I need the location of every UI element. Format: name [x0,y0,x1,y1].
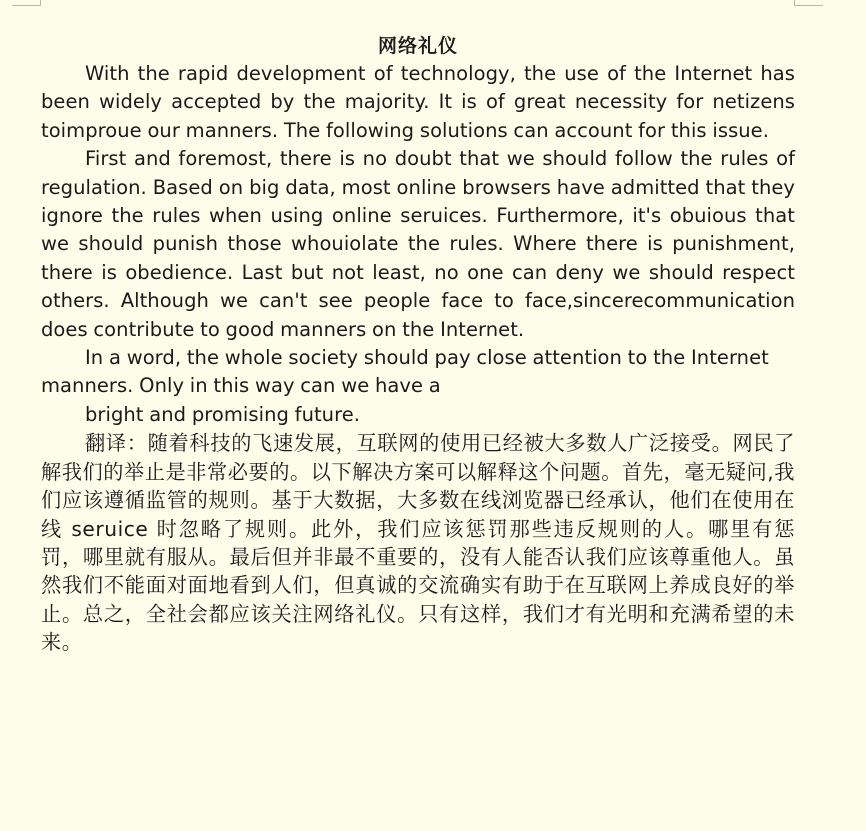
page-corner-mark-left [12,0,41,6]
page-corner-mark-right [794,0,823,6]
paragraph-body: First and foremost, there is no doubt that we should follow the rules of regulation. Based on big data, most online browsers have admitted that they ignore the rules when using online seruices. Furthermore, it's obuious that we should punish those whouiolate the rules. Where there is punishment, there is obedience. Last but not least, no one can deny we should respect others. Although we can't see people face to face,sincerecommunication does contribute to good manners on the Internet. [41,147,795,341]
paragraph-conclusion-end: bright and promising future. [85,402,361,426]
paragraph-translation: 翻译：随着科技的飞速发展，互联网的使用已经被大多数人广泛接受。网民了解我们的举止是非常必要的。以下解决方案可以解释这个问题。首先，毫无疑问,我们应该遵循监管的规则。基于大数据，大多数在线浏览器已经承认，他们在使用在线 seruice 时忽略了规则。此外，我们应该惩罚那些违反规则的人。哪里有惩罚，哪里就有服从。最后但并非最不重要的，没有人能否认我们应该尊重他人。虽然我们不能面对面地看到人们，但真诚的交流确实有助于在互联网上养成良好的举止。总之，全社会都应该关注网络礼仪。只有这样，我们才有光明和充满希望的未来。 [41,431,795,655]
paragraph-intro: With the rapid development of technology, the use of the Internet has been widely accepted by the majority. It is of great necessity for netizens toimproue our manners. The following solutions can account for this issue. [41,62,795,142]
document-body [41,32,795,657]
document-title: 网络礼仪 [377,35,458,57]
paragraph-conclusion: In a word, the whole society should pay close attention to the Internet manners. Only in this way can we have a [41,346,769,398]
